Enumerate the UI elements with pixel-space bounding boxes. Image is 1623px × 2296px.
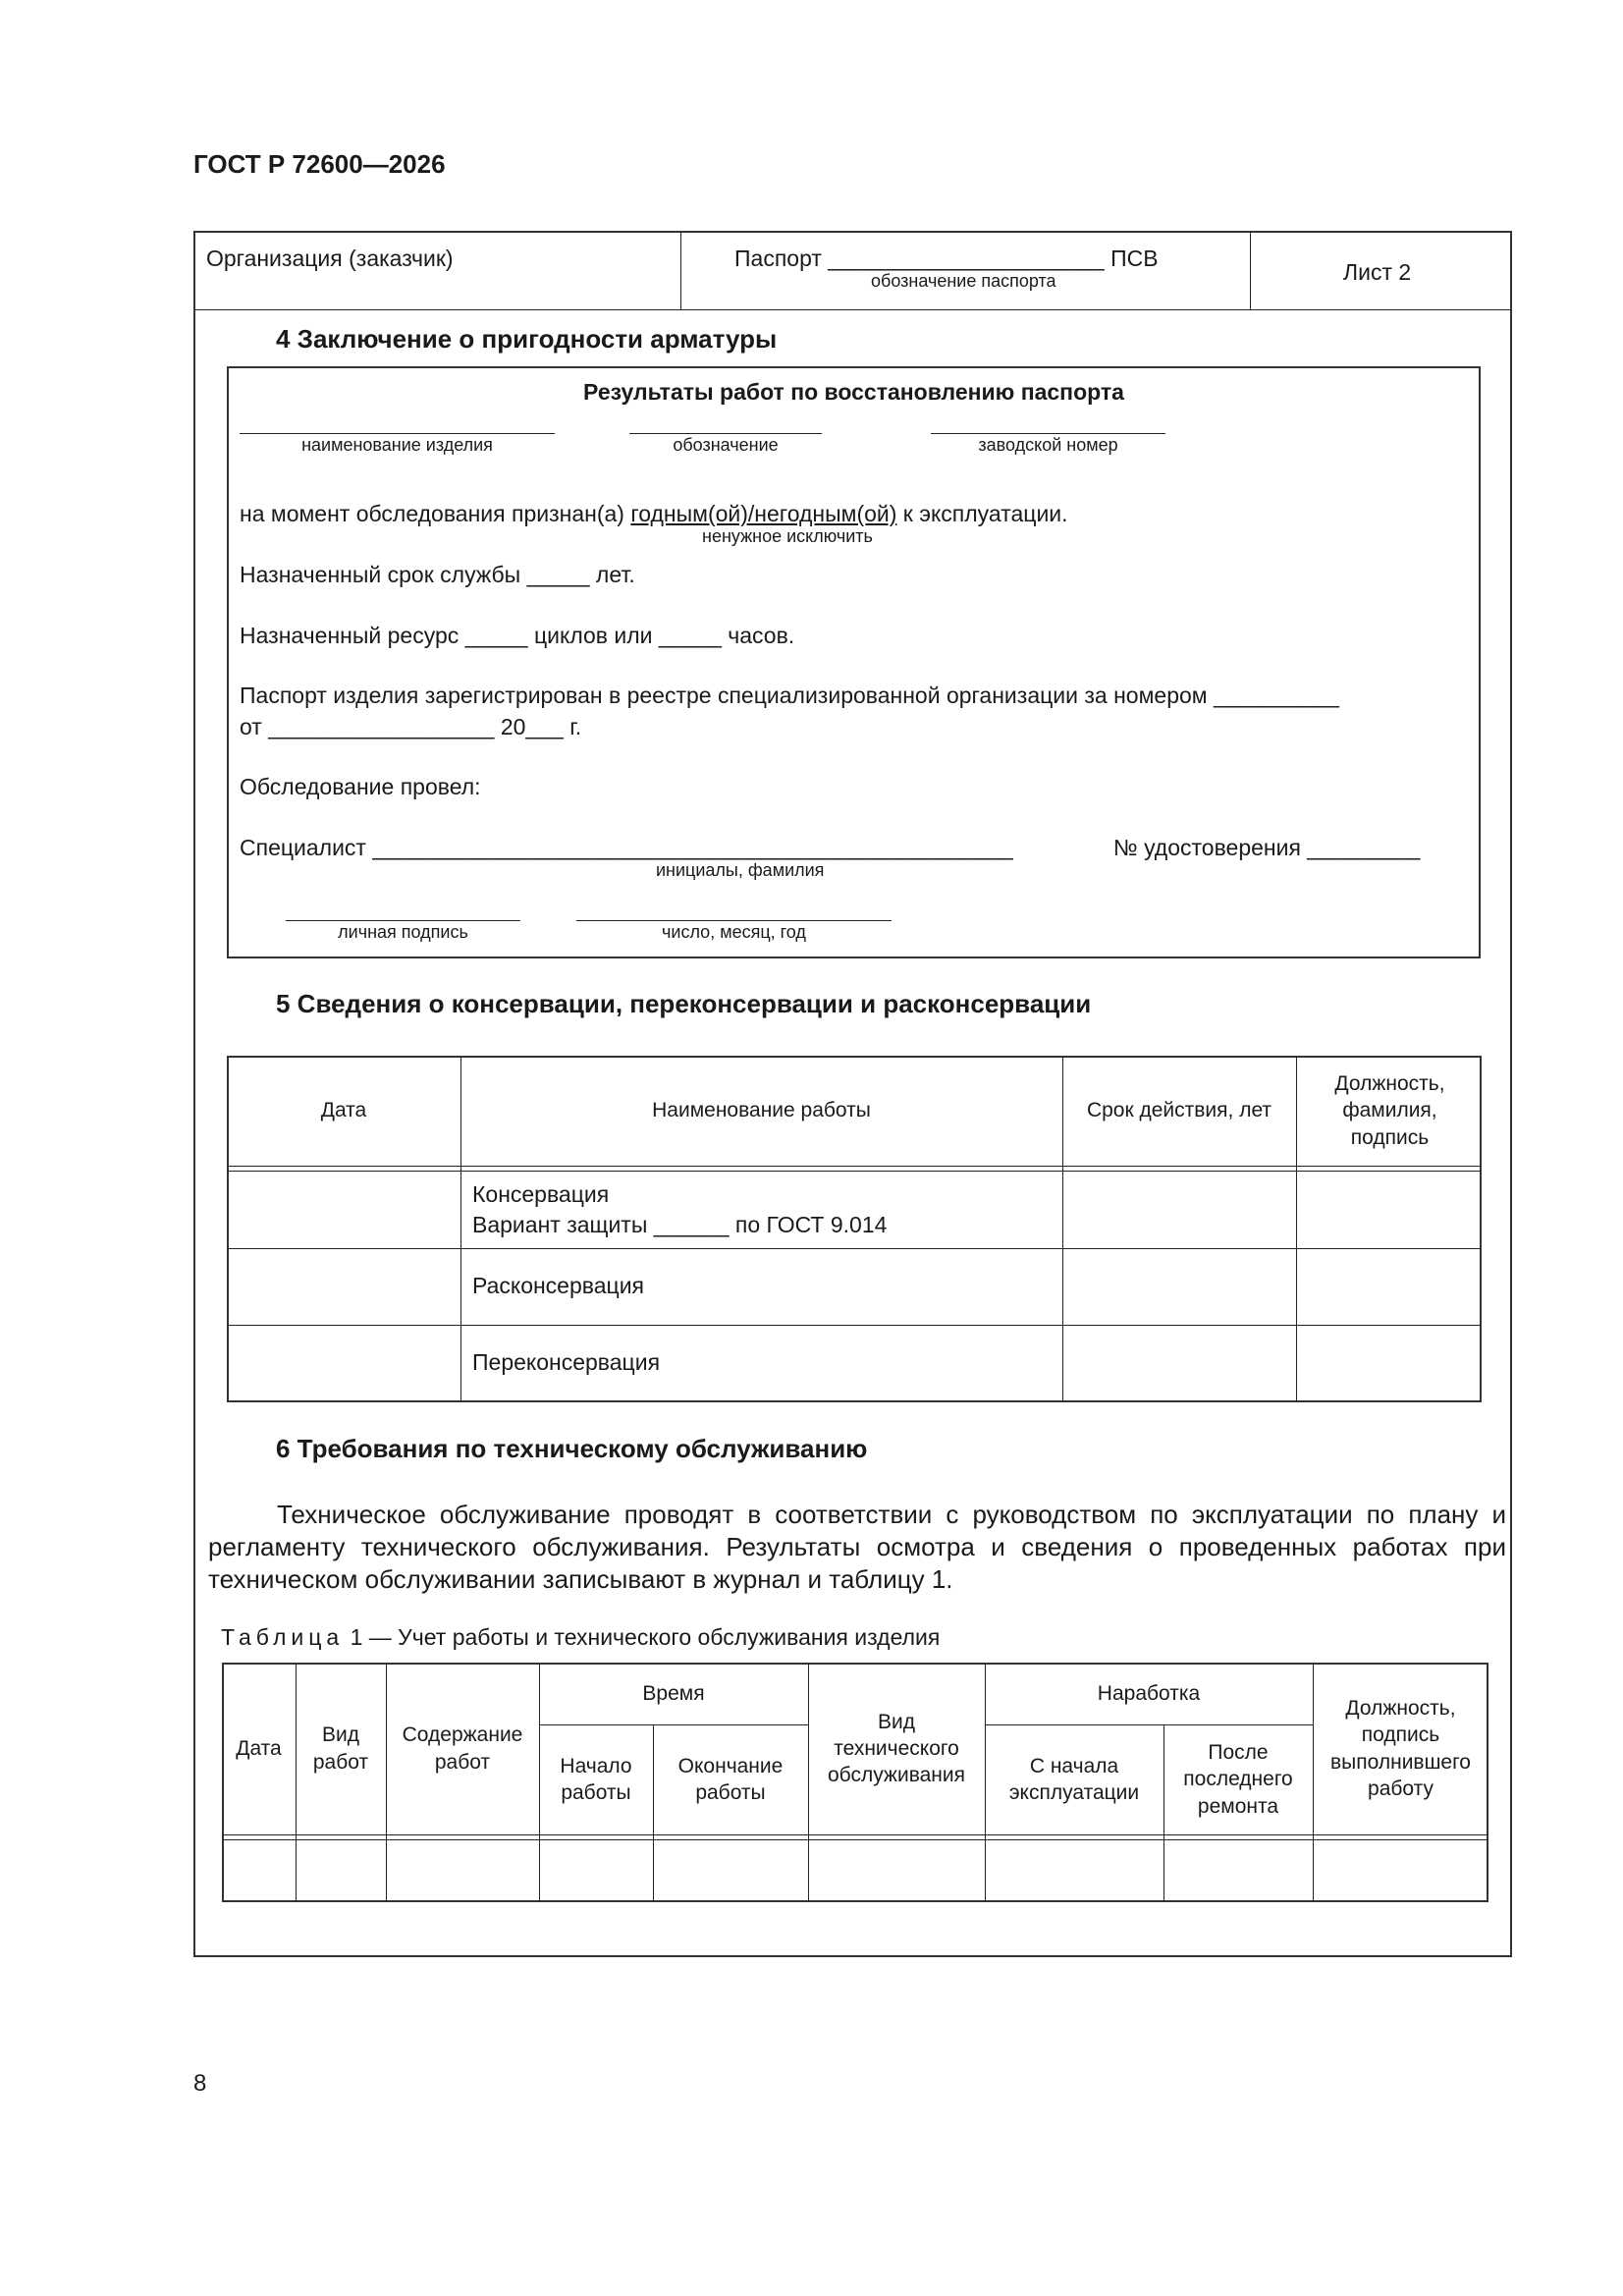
conservation-row-2: Расконсервация xyxy=(472,1273,644,1298)
designation-line xyxy=(629,433,822,434)
specialist-line: Специалист ___________________________________________________ xyxy=(240,835,1013,860)
suitability-pre: на момент обследования признан(а) xyxy=(240,501,631,526)
conservation-header-date: Дата xyxy=(320,1099,367,1122)
suitability-statement xyxy=(240,501,1068,527)
maintenance-paragraph: Техническое обслуживание проводят в соответствии с руководством по эксплуатации по плану и регламенту технического обслуживания. Результаты осмотра и сведения о проведенных работах при техническом обслуживании записывают в журнал и таблицу 1. xyxy=(208,1500,1506,1594)
registry-line-2: от __________________ 20___ г. xyxy=(240,714,582,739)
table-1-caption xyxy=(221,1624,940,1651)
conservation-header-divider-2 xyxy=(227,1171,1482,1172)
registry-line-1: Паспорт изделия зарегистрирован в реестре специализированной организации за номером __________ xyxy=(240,683,1339,708)
suitability-caption: ненужное исключить xyxy=(702,526,873,546)
conservation-header-divider-1 xyxy=(227,1166,1482,1167)
signature-line xyxy=(286,920,520,921)
maintenance-header-start: Начало работы xyxy=(560,1754,632,1804)
section-5-title: 5 Сведения о консервации, переконсервации и расконсервации xyxy=(276,989,1092,1018)
conservation-row-divider-1 xyxy=(227,1248,1482,1249)
name-line xyxy=(240,433,555,434)
title-block-sep-1 xyxy=(680,231,681,310)
suitability-post: к эксплуатации. xyxy=(896,501,1068,526)
table-1-caption-label: Таблица xyxy=(221,1624,345,1650)
maintenance-header-maintenance-type: Вид технического обслуживания xyxy=(827,1710,966,1787)
conservation-row-1-line-1: Консервация xyxy=(472,1181,610,1207)
section-6-title: 6 Требования по техническому обслуживанию xyxy=(276,1434,868,1463)
suitability-box-title: Результаты работ по восстановлению паспорта xyxy=(583,379,1124,405)
table-1-caption-text: 1 — Учет работы и технического обслуживания изделия xyxy=(344,1624,941,1650)
suitability-choice: годным(ой)/негодным(ой) xyxy=(630,501,897,526)
passport-caption: обозначение паспорта xyxy=(871,271,1056,291)
maintenance-header-since-start: С начала эксплуатации xyxy=(1008,1754,1140,1804)
date-caption: число, месяц, год xyxy=(662,922,806,942)
conservation-col-sep-3 xyxy=(1296,1056,1297,1402)
initials-caption: инициалы, фамилия xyxy=(656,860,825,880)
service-life-line: Назначенный срок службы _____ лет. xyxy=(240,562,635,587)
maintenance-header-work-type: Вид работ xyxy=(312,1723,369,1774)
name-caption: наименование изделия xyxy=(301,435,493,455)
title-block-sep-2 xyxy=(1250,231,1251,310)
maintenance-header-position: Должность, подпись выполнившего работу xyxy=(1330,1696,1471,1800)
maintenance-header-end: Окончание работы xyxy=(677,1754,784,1804)
conservation-header-validity: Срок действия, лет xyxy=(1086,1099,1272,1122)
maintenance-header-operating-time: Наработка xyxy=(1097,1681,1201,1705)
signature-caption: личная подпись xyxy=(338,922,468,942)
maintenance-header-since-repair: После последнего ремонта xyxy=(1183,1741,1293,1818)
conservation-row-1 xyxy=(472,1179,887,1240)
maintenance-header-date: Дата xyxy=(236,1736,282,1760)
maintenance-header-time: Время xyxy=(642,1681,705,1705)
designation-caption: обозначение xyxy=(673,435,779,455)
conservation-row-3: Переконсервация xyxy=(472,1349,661,1375)
date-line xyxy=(576,920,892,921)
section-4-title: 4 Заключение о пригодности арматуры xyxy=(276,324,778,354)
conservation-header-position: Должность, фамилия, подпись xyxy=(1334,1072,1445,1149)
maintenance-header-divider-2 xyxy=(222,1839,1488,1840)
page-number: 8 xyxy=(193,2070,207,2097)
conservation-header-work: Наименование работы xyxy=(652,1099,871,1122)
certificate-line: № удостоверения _________ xyxy=(1113,835,1421,860)
conservation-row-divider-2 xyxy=(227,1325,1482,1326)
conservation-row-1-line-2: Вариант защиты ______ по ГОСТ 9.014 xyxy=(472,1212,888,1237)
title-block-divider xyxy=(193,309,1512,310)
sheet-label: Лист 2 xyxy=(1343,259,1412,285)
serial-line xyxy=(931,433,1165,434)
inspection-label: Обследование провел: xyxy=(240,774,481,799)
resource-line: Назначенный ресурс _____ циклов или _____ часов. xyxy=(240,623,795,648)
document-id: ГОСТ Р 72600—2026 xyxy=(193,149,446,179)
passport-label: Паспорт ______________________ ПСВ xyxy=(734,246,1159,271)
maintenance-header-content: Содержание работ xyxy=(402,1723,523,1774)
organization-label: Организация (заказчик) xyxy=(206,246,454,271)
serial-caption: заводской номер xyxy=(978,435,1118,455)
maintenance-header-divider-1 xyxy=(222,1834,1488,1835)
